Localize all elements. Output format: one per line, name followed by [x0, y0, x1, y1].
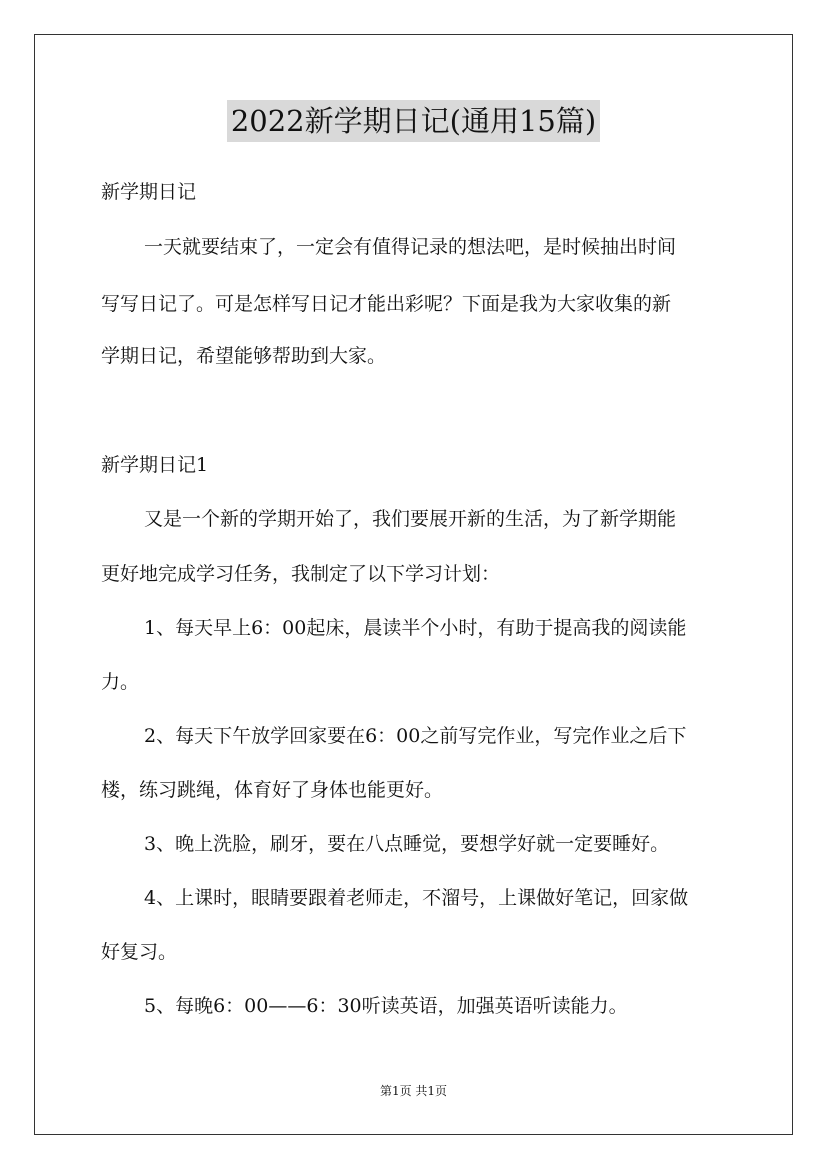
title-container [0, 100, 827, 142]
paragraph-line: 2、每天下午放学回家要在6：00之前写完作业，写完作业之后下 [144, 725, 687, 747]
document-title: 2022新学期日记(通用15篇) [227, 100, 600, 142]
paragraph-line: 又是一个新的学期开始了，我们要展开新的生活，为了新学期能 [144, 508, 677, 530]
paragraph-line: 更好地完成学习任务，我制定了以下学习计划： [101, 563, 501, 585]
paragraph-line: 好复习。 [101, 941, 178, 963]
section-heading-1: 新学期日记1 [101, 454, 209, 476]
page-footer: 第1页 共1页 [379, 1084, 448, 1098]
paragraph-line: 写写日记了。可是怎样写日记才能出彩呢？下面是我为大家收集的新 [101, 293, 672, 315]
paragraph-line: 4、上课时，眼睛要跟着老师走，不溜号，上课做好笔记，回家做 [144, 887, 689, 909]
paragraph-line: 学期日记，希望能够帮助到大家。 [101, 345, 387, 367]
paragraph-line: 1、每天早上6：00起床，晨读半个小时，有助于提高我的阅读能 [144, 617, 687, 639]
paragraph-line: 一天就要结束了，一定会有值得记录的想法吧，是时候抽出时间 [144, 236, 677, 258]
paragraph-line: 5、每晚6：00——6：30听读英语，加强英语听读能力。 [144, 995, 628, 1017]
paragraph-line: 力。 [101, 671, 140, 693]
section-heading-intro: 新学期日记 [101, 181, 197, 203]
paragraph-line: 3、晚上洗脸，刷牙，要在八点睡觉，要想学好就一定要睡好。 [144, 833, 670, 855]
paragraph-line: 楼，练习跳绳，体育好了身体也能更好。 [101, 779, 444, 801]
